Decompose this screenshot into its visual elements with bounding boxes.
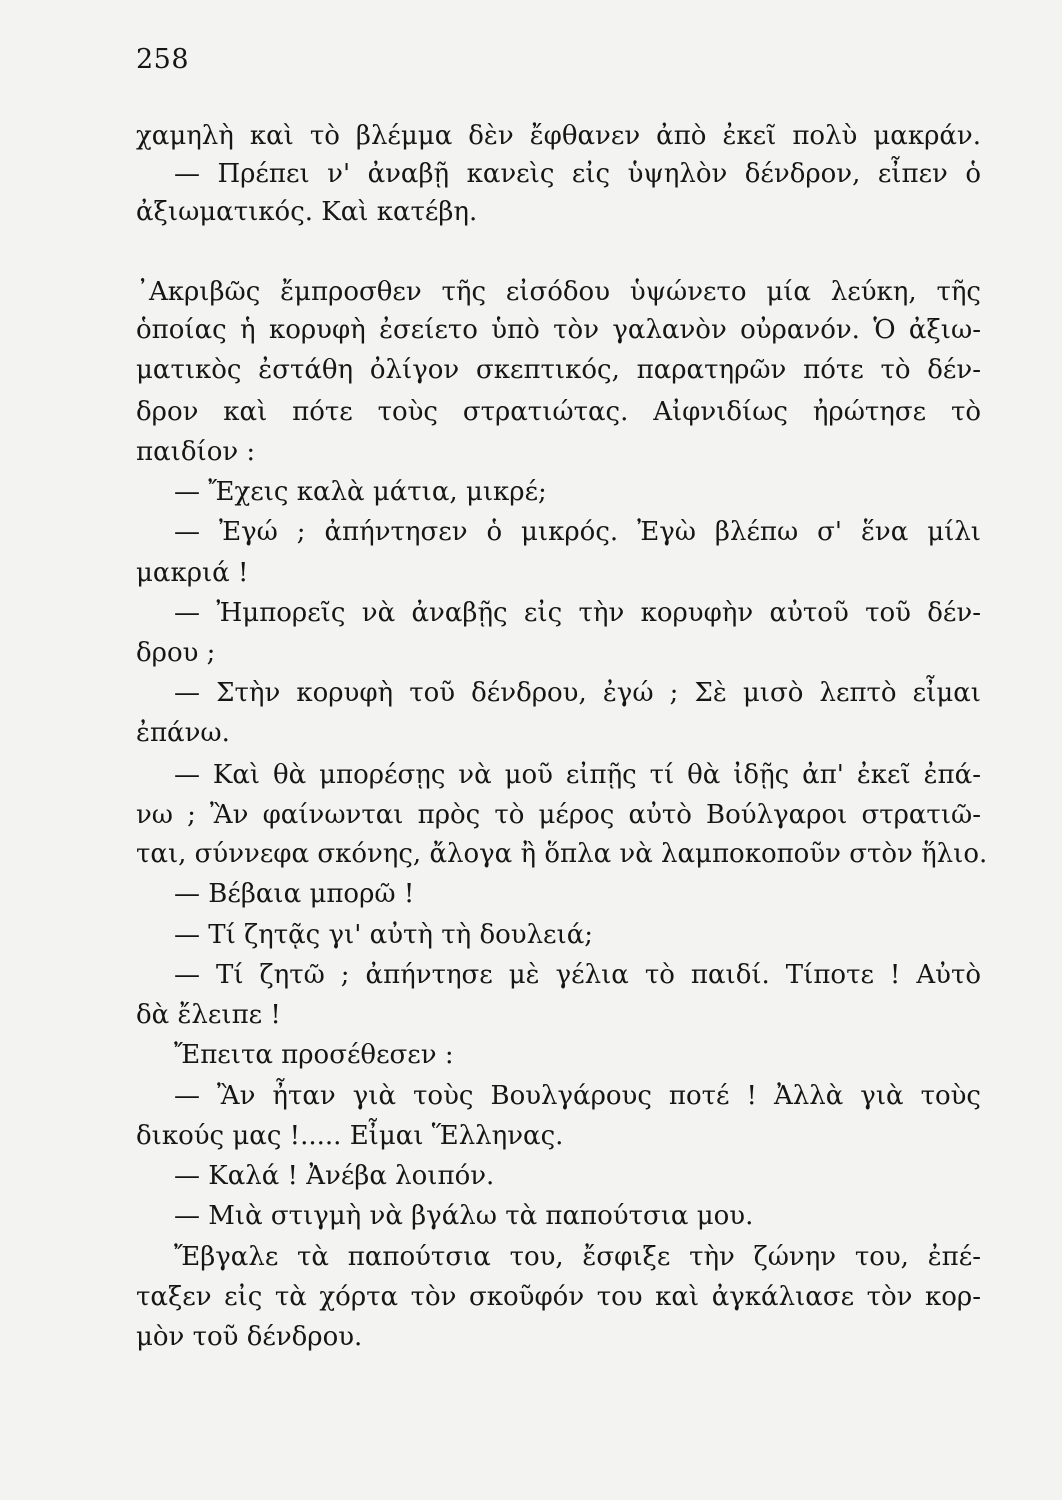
text-line: ᾿Ακριβῶς ἔμπροσθεν τῆς εἰσόδου ὑψώνετο μία λεύκη, τῆς [136,277,981,307]
text-line: — Ἐγώ ; ἀπήντησεν ὁ μικρός. Ἐγὼ βλέπω σ' ἕνα μίλι [174,517,981,547]
text-line: — Ἂν ἦταν γιὰ τοὺς Βουλγάρους ποτέ ! Ἀλλὰ γιὰ τοὺς [174,1081,981,1111]
text-line: ταξεν εἰς τὰ χόρτα τὸν σκοῦφόν του καὶ ἀγκάλιασε τὸν κορ- [136,1282,981,1312]
text-line: νω ; Ἂν φαίνωνται πρὸς τὸ μέρος αὐτὸ Βούλγαροι στρατιῶ- [136,800,981,830]
text-line: δρου ; [136,638,216,668]
text-line: — Τί ζητῶ ; ἀπήντησε μὲ γέλια τὸ παιδί. Τίποτε ! Αὐτὸ [174,960,981,990]
text-line: μὸν τοῦ δένδρου. [136,1322,363,1352]
text-line: — Πρέπει ν' ἀναβῇ κανεὶς εἰς ὑψηλὸν δένδρον, εἶπεν ὁ [174,159,981,189]
text-line: ται, σύννεφα σκόνης, ἄλογα ἢ ὅπλα νὰ λαμποκοποῦν στὸν ἥλιο. [136,839,988,869]
text-line: — Βέβαια μπορῶ ! [174,879,415,909]
text-line: Ἔβγαλε τὰ παπούτσια του, ἔσφιξε τὴν ζώνην του, ἐπέ- [174,1242,981,1272]
page-number: 258 [136,44,190,75]
text-line: — Τί ζητᾷς γι' αὐτὴ τὴ δουλειά; [174,920,594,950]
text-line: — Καὶ θὰ μπορέσῃς νὰ μοῦ εἰπῇς τί θὰ ἰδῇς ἀπ' ἐκεῖ ἐπά- [174,760,981,790]
text-line: — Ἠμπορεῖς νὰ ἀναβῇς εἰς τὴν κορυφὴν αὐτοῦ τοῦ δέν- [174,598,981,628]
text-line: — Μιὰ στιγμὴ νὰ βγάλω τὰ παπούτσια μου. [174,1201,754,1231]
text-line: δρον καὶ πότε τοὺς στρατιώτας. Αἰφνιδίως ἠρώτησε τὸ [136,397,981,427]
text-line: δικούς μας !..... Εἶμαι Ἕλληνας. [136,1121,564,1151]
text-line: μακριά ! [136,558,249,588]
text-line: παιδίον : [136,437,256,467]
text-line: — Στὴν κορυφὴ τοῦ δένδρου, ἐγώ ; Σὲ μισὸ λεπτὸ εἶμαι [174,678,981,708]
text-line: — Ἔχεις καλὰ μάτια, μικρέ; [174,477,547,507]
text-line: ἀξιωματικός. Καὶ κατέβη. [136,197,478,227]
text-line: χαμηλὴ καὶ τὸ βλέμμα δὲν ἔφθανεν ἀπὸ ἐκεῖ πολὺ μακράν. [136,121,981,151]
text-line: — Καλά ! Ἀνέβα λοιπόν. [174,1161,495,1191]
text-line: Ἔπειτα προσέθεσεν : [174,1040,454,1070]
text-line: ματικὸς ἐστάθη ὀλίγον σκεπτικός, παρατηρῶν πότε τὸ δέν- [136,355,981,385]
text-line: ὁποίας ἡ κορυφὴ ἐσείετο ὑπὸ τὸν γαλανὸν οὐρανόν. Ὁ ἀξιω- [136,315,981,345]
text-line: ἐπάνω. [136,718,230,748]
text-line: δὰ ἔλειπε ! [136,1000,281,1030]
